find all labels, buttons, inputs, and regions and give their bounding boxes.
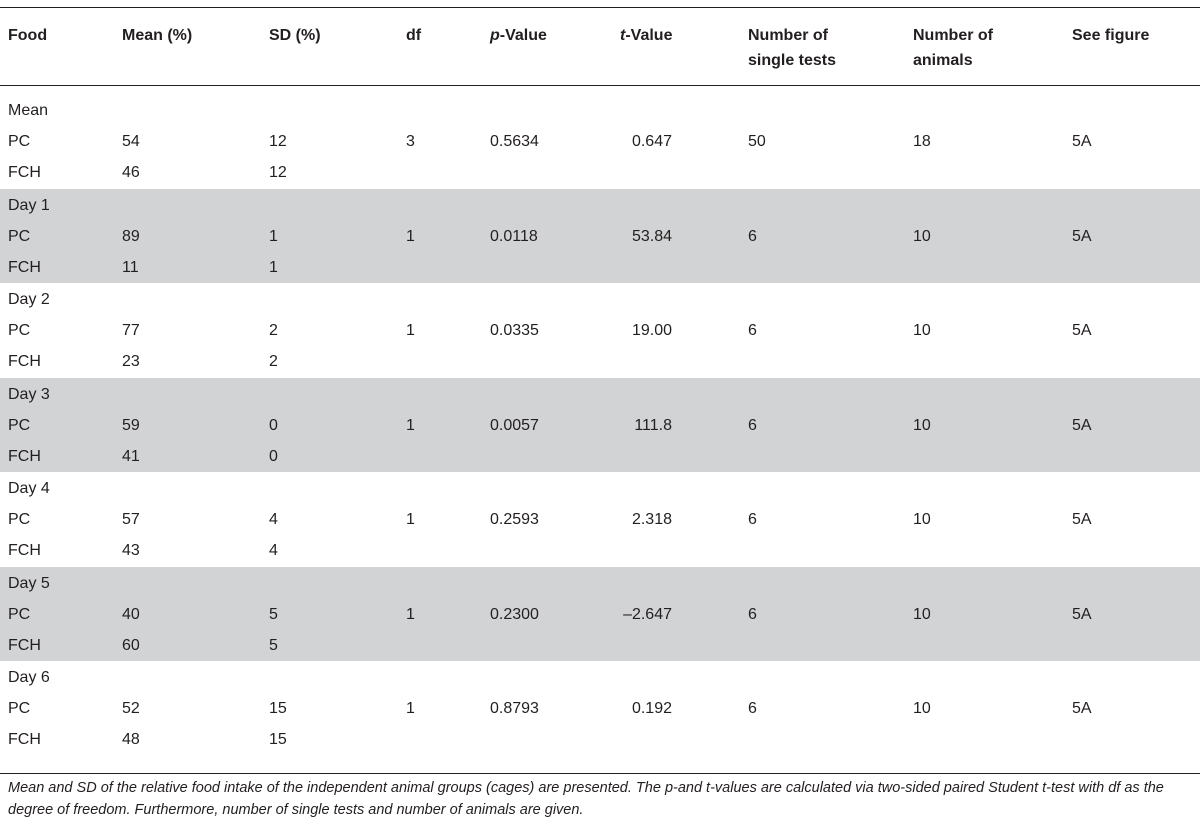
- header-animals-line1: Number of: [913, 27, 993, 44]
- table-row: [0, 693, 1200, 724]
- sd-value: 5: [269, 605, 278, 623]
- group-label-row: [0, 284, 1200, 315]
- table-row: [0, 221, 1200, 252]
- header-single-tests-line1: Number of: [748, 27, 828, 44]
- table-row: [0, 410, 1200, 441]
- animals-value: 10: [913, 511, 931, 528]
- animals-value: 10: [913, 322, 931, 339]
- food-label: PC: [8, 416, 31, 434]
- header-food: Food: [8, 27, 48, 44]
- table-row: [0, 441, 1200, 472]
- food-label: FCH: [8, 353, 41, 370]
- table-row: [0, 504, 1200, 535]
- mean-value: 52: [122, 700, 140, 717]
- single-tests-value: 6: [748, 700, 757, 717]
- t-value: 53.84: [631, 227, 672, 245]
- single-tests-value: 6: [748, 227, 757, 245]
- group-label: Mean: [8, 102, 49, 119]
- food-label: FCH: [8, 542, 41, 559]
- sd-value: 1: [269, 258, 278, 276]
- animals-value: 10: [913, 605, 931, 623]
- table-row: [0, 599, 1200, 630]
- df-value: 1: [406, 227, 415, 245]
- row-group: [0, 472, 1200, 566]
- sd-value: 2: [269, 322, 278, 339]
- single-tests-value: 6: [748, 511, 757, 528]
- food-label: FCH: [8, 164, 41, 181]
- t-value: 111.8: [634, 416, 672, 434]
- header-t-italic: t: [620, 27, 626, 44]
- group-label: Day 1: [8, 196, 50, 214]
- food-label: PC: [8, 322, 31, 339]
- sd-value: 15: [269, 700, 287, 717]
- p-value: 0.5634: [490, 133, 539, 150]
- sd-value: 0: [269, 416, 278, 434]
- see-figure-value: 5A: [1072, 227, 1092, 245]
- mean-value: 57: [122, 511, 140, 528]
- df-value: 1: [406, 511, 415, 528]
- table-row: [0, 630, 1200, 661]
- header-t-rest: -Value: [625, 27, 673, 44]
- p-value: 0.8793: [490, 700, 539, 717]
- t-value: –2.647: [623, 605, 672, 623]
- header-single-tests: [748, 23, 836, 73]
- header-animals-line2: animals: [913, 52, 973, 69]
- mean-value: 59: [122, 416, 140, 434]
- p-value: 0.0118: [490, 227, 538, 245]
- row-group: [0, 189, 1200, 283]
- food-label: FCH: [8, 447, 41, 465]
- mean-value: 46: [122, 164, 140, 181]
- sd-value: 12: [269, 164, 287, 181]
- animals-value: 10: [913, 700, 931, 717]
- food-label: PC: [8, 605, 31, 623]
- group-label-row: [0, 568, 1200, 599]
- group-label-row: [0, 662, 1200, 693]
- group-label: Day 4: [8, 480, 50, 497]
- header-mean: Mean (%): [122, 27, 193, 44]
- p-value: 0.2593: [490, 511, 539, 528]
- see-figure-value: 5A: [1072, 700, 1092, 717]
- animals-value: 10: [913, 227, 931, 245]
- row-group: [0, 661, 1200, 755]
- row-group: [0, 378, 1200, 472]
- food-label: FCH: [8, 258, 41, 276]
- food-label: PC: [8, 700, 31, 717]
- header-rule: [0, 85, 1200, 86]
- sd-value: 12: [269, 133, 287, 150]
- header-p-italic: p: [490, 27, 500, 44]
- see-figure-value: 5A: [1072, 605, 1092, 623]
- header-t-value: [620, 23, 672, 48]
- p-value: 0.2300: [490, 605, 539, 623]
- t-value: 2.318: [631, 511, 672, 528]
- single-tests-value: 6: [748, 605, 757, 623]
- header-animals: [913, 23, 993, 73]
- bottom-rule: [0, 773, 1200, 774]
- food-label: PC: [8, 511, 31, 528]
- see-figure-value: 5A: [1072, 322, 1092, 339]
- food-label: PC: [8, 227, 31, 245]
- row-group: [0, 283, 1200, 377]
- group-label-row: [0, 95, 1200, 126]
- animals-value: 18: [913, 133, 931, 150]
- table-row: [0, 346, 1200, 377]
- animals-value: 10: [913, 416, 931, 434]
- sd-value: 15: [269, 731, 287, 748]
- mean-value: 40: [122, 605, 140, 623]
- see-figure-value: 5A: [1072, 416, 1092, 434]
- row-group: [0, 567, 1200, 661]
- group-label-row: [0, 473, 1200, 504]
- header-df: df: [406, 27, 422, 44]
- table-row: [0, 157, 1200, 188]
- see-figure-value: 5A: [1072, 511, 1092, 528]
- t-value: 0.647: [631, 133, 672, 150]
- mean-value: 54: [122, 133, 140, 150]
- food-label: FCH: [8, 731, 41, 748]
- t-value: 0.192: [631, 700, 672, 717]
- df-value: 1: [406, 416, 415, 434]
- mean-value: 77: [122, 322, 140, 339]
- single-tests-value: 6: [748, 416, 757, 434]
- df-value: 1: [406, 322, 415, 339]
- sd-value: 4: [269, 511, 278, 528]
- mean-value: 41: [122, 447, 140, 465]
- table-header: [0, 7, 1200, 85]
- df-value: 1: [406, 700, 415, 717]
- group-label-row: [0, 379, 1200, 410]
- table-row: [0, 126, 1200, 157]
- df-value: 3: [406, 133, 415, 150]
- table-caption: Mean and SD of the relative food intake of the independent animal groups (cages) are presented. The p-and t-values are calculated via two-sided paired Student t-test with df as the degree of freedom. Furthermore, number of single tests and number of animals are given.: [8, 780, 1164, 818]
- df-value: 1: [406, 605, 415, 623]
- mean-value: 89: [122, 227, 140, 245]
- table-row: [0, 315, 1200, 346]
- mean-value: 60: [122, 636, 140, 654]
- group-label: Day 6: [8, 669, 50, 686]
- p-value: 0.0335: [490, 322, 539, 339]
- food-label: PC: [8, 133, 31, 150]
- group-label: Day 2: [8, 291, 50, 308]
- sd-value: 1: [269, 227, 278, 245]
- sd-value: 0: [269, 447, 278, 465]
- single-tests-value: 50: [748, 133, 766, 150]
- sd-value: 5: [269, 636, 278, 654]
- group-label-row: [0, 190, 1200, 221]
- header-see-figure: See figure: [1072, 27, 1150, 44]
- sd-value: 2: [269, 353, 278, 370]
- header-p-value: [490, 23, 547, 48]
- single-tests-value: 6: [748, 322, 757, 339]
- group-label: Day 5: [8, 574, 50, 592]
- see-figure-value: 5A: [1072, 133, 1092, 150]
- table-row: [0, 252, 1200, 283]
- header-single-tests-line2: single tests: [748, 52, 837, 69]
- p-value: 0.0057: [490, 416, 539, 434]
- mean-value: 11: [122, 258, 139, 276]
- sd-value: 4: [269, 542, 278, 559]
- mean-value: 23: [122, 353, 140, 370]
- table-row: [0, 724, 1200, 755]
- t-value: 19.00: [631, 322, 672, 339]
- mean-value: 43: [122, 542, 140, 559]
- group-label: Day 3: [8, 385, 50, 403]
- row-group: [0, 94, 1200, 188]
- mean-value: 48: [122, 731, 140, 748]
- header-sd: SD (%): [269, 27, 321, 44]
- header-p-rest: -Value: [499, 27, 547, 44]
- table-row: [0, 535, 1200, 566]
- food-label: FCH: [8, 636, 41, 654]
